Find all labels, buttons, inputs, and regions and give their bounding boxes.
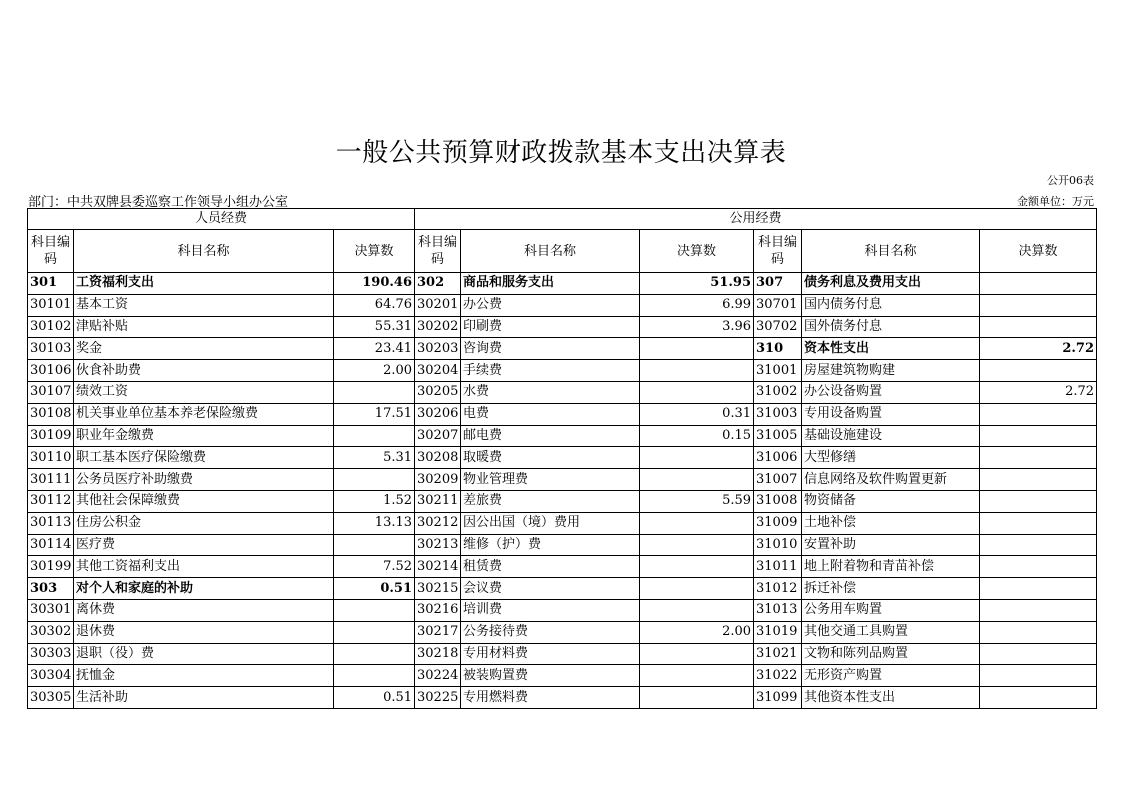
- name-cell: 抚恤金: [74, 665, 334, 687]
- code-cell: 30214: [415, 556, 461, 578]
- amount-unit-label: 金额单位：万元: [1017, 195, 1094, 208]
- name-cell: 住房公积金: [74, 512, 334, 534]
- code-cell: 30213: [415, 534, 461, 556]
- amount-cell: [640, 469, 754, 491]
- department-label: 部门：中共双牌县委巡察工作领导小组办公室: [28, 195, 289, 210]
- amount-cell: [640, 687, 754, 709]
- amount-cell: 51.95: [640, 273, 754, 295]
- amount-cell: [334, 621, 415, 643]
- name-cell: 伙食补助费: [74, 360, 334, 382]
- name-cell: 租赁费: [461, 556, 640, 578]
- form-number: 公开06表: [1047, 174, 1094, 187]
- header-amount: 决算数: [640, 230, 754, 273]
- code-cell: 31007: [754, 469, 802, 491]
- name-cell: 大型修缮: [802, 447, 980, 469]
- name-cell: 生活补助: [74, 687, 334, 709]
- name-cell: 专用设备购置: [802, 403, 980, 425]
- code-cell: 30216: [415, 599, 461, 621]
- amount-cell: [334, 643, 415, 665]
- name-cell: 工资福利支出: [74, 273, 334, 295]
- amount-cell: 2.72: [980, 381, 1097, 403]
- code-cell: 30101: [28, 294, 74, 316]
- name-cell: 资本性支出: [802, 338, 980, 360]
- code-cell: 307: [754, 273, 802, 295]
- header-code: 科目编码: [415, 230, 461, 273]
- name-cell: 办公设备购置: [802, 381, 980, 403]
- page-title: 一般公共预算财政拨款基本支出决算表: [335, 138, 787, 168]
- header-name: 科目名称: [461, 230, 640, 273]
- table-row: [28, 425, 1097, 447]
- name-cell: 因公出国（境）费用: [461, 512, 640, 534]
- amount-cell: [980, 273, 1097, 295]
- name-cell: 维修（护）费: [461, 534, 640, 556]
- amount-cell: [980, 512, 1097, 534]
- name-cell: 其他社会保障缴费: [74, 490, 334, 512]
- amount-cell: [640, 665, 754, 687]
- code-cell: 30112: [28, 490, 74, 512]
- amount-cell: [334, 381, 415, 403]
- amount-cell: 6.99: [640, 294, 754, 316]
- table-row: [28, 273, 1097, 295]
- code-cell: 303: [28, 578, 74, 600]
- code-cell: 30208: [415, 447, 461, 469]
- name-cell: 公务员医疗补助缴费: [74, 469, 334, 491]
- name-cell: 拆迁补偿: [802, 578, 980, 600]
- name-cell: 信息网络及软件购置更新: [802, 469, 980, 491]
- amount-cell: [980, 360, 1097, 382]
- code-cell: 30114: [28, 534, 74, 556]
- table-row: [28, 512, 1097, 534]
- code-cell: 31010: [754, 534, 802, 556]
- name-cell: 差旅费: [461, 490, 640, 512]
- name-cell: 专用材料费: [461, 643, 640, 665]
- code-cell: 30110: [28, 447, 74, 469]
- amount-cell: [980, 425, 1097, 447]
- code-cell: 31021: [754, 643, 802, 665]
- column-header-row: [28, 230, 1097, 273]
- name-cell: 办公费: [461, 294, 640, 316]
- code-cell: 31009: [754, 512, 802, 534]
- code-cell: 31003: [754, 403, 802, 425]
- name-cell: 物业管理费: [461, 469, 640, 491]
- amount-cell: [980, 534, 1097, 556]
- amount-cell: [334, 534, 415, 556]
- name-cell: 文物和陈列品购置: [802, 643, 980, 665]
- code-cell: 31001: [754, 360, 802, 382]
- code-cell: 31013: [754, 599, 802, 621]
- amount-cell: 3.96: [640, 316, 754, 338]
- code-cell: 30204: [415, 360, 461, 382]
- amount-cell: [980, 687, 1097, 709]
- name-cell: 取暖费: [461, 447, 640, 469]
- amount-cell: [640, 534, 754, 556]
- name-cell: 安置补助: [802, 534, 980, 556]
- table-row: [28, 578, 1097, 600]
- amount-cell: [640, 381, 754, 403]
- table-row: [28, 360, 1097, 382]
- code-cell: 30303: [28, 643, 74, 665]
- code-cell: 31099: [754, 687, 802, 709]
- code-cell: 301: [28, 273, 74, 295]
- table-row: [28, 403, 1097, 425]
- name-cell: 机关事业单位基本养老保险缴费: [74, 403, 334, 425]
- table-row: [28, 643, 1097, 665]
- code-cell: 30205: [415, 381, 461, 403]
- amount-cell: [640, 599, 754, 621]
- code-cell: 30103: [28, 338, 74, 360]
- header-name: 科目名称: [74, 230, 334, 273]
- amount-cell: 2.00: [640, 621, 754, 643]
- code-cell: 30211: [415, 490, 461, 512]
- name-cell: 退职（役）费: [74, 643, 334, 665]
- expenditure-table: [27, 208, 1097, 709]
- name-cell: 手续费: [461, 360, 640, 382]
- amount-cell: [980, 665, 1097, 687]
- code-cell: 30108: [28, 403, 74, 425]
- name-cell: 其他交通工具购置: [802, 621, 980, 643]
- amount-cell: 5.31: [334, 447, 415, 469]
- amount-cell: [334, 599, 415, 621]
- amount-cell: 2.72: [980, 338, 1097, 360]
- header-amount: 决算数: [980, 230, 1097, 273]
- amount-cell: 23.41: [334, 338, 415, 360]
- amount-cell: 13.13: [334, 512, 415, 534]
- code-cell: 31008: [754, 490, 802, 512]
- code-cell: 30107: [28, 381, 74, 403]
- name-cell: 债务利息及费用支出: [802, 273, 980, 295]
- code-cell: 30106: [28, 360, 74, 382]
- name-cell: 国内债务付息: [802, 294, 980, 316]
- name-cell: 邮电费: [461, 425, 640, 447]
- group-public: 公用经费: [415, 209, 1097, 230]
- group-header-row: [28, 209, 1097, 230]
- code-cell: 31006: [754, 447, 802, 469]
- name-cell: 商品和服务支出: [461, 273, 640, 295]
- amount-cell: 0.15: [640, 425, 754, 447]
- amount-cell: 190.46: [334, 273, 415, 295]
- amount-cell: [980, 556, 1097, 578]
- code-cell: 30206: [415, 403, 461, 425]
- group-personnel: 人员经费: [28, 209, 415, 230]
- code-cell: 30305: [28, 687, 74, 709]
- table-row: [28, 621, 1097, 643]
- amount-cell: [640, 512, 754, 534]
- amount-cell: [640, 643, 754, 665]
- amount-cell: [980, 578, 1097, 600]
- code-cell: 31022: [754, 665, 802, 687]
- amount-cell: 7.52: [334, 556, 415, 578]
- name-cell: 对个人和家庭的补助: [74, 578, 334, 600]
- code-cell: 30102: [28, 316, 74, 338]
- code-cell: 30202: [415, 316, 461, 338]
- header-code: 科目编码: [28, 230, 74, 273]
- code-cell: 30702: [754, 316, 802, 338]
- code-cell: 30113: [28, 512, 74, 534]
- code-cell: 31011: [754, 556, 802, 578]
- name-cell: 房屋建筑物购建: [802, 360, 980, 382]
- name-cell: 电费: [461, 403, 640, 425]
- name-cell: 会议费: [461, 578, 640, 600]
- header-amount: 决算数: [334, 230, 415, 273]
- code-cell: 30217: [415, 621, 461, 643]
- code-cell: 30215: [415, 578, 461, 600]
- name-cell: 职工基本医疗保险缴费: [74, 447, 334, 469]
- table-row: [28, 338, 1097, 360]
- code-cell: 30111: [28, 469, 74, 491]
- amount-cell: 0.31: [640, 403, 754, 425]
- name-cell: 物资储备: [802, 490, 980, 512]
- code-cell: 310: [754, 338, 802, 360]
- code-cell: 31019: [754, 621, 802, 643]
- code-cell: 30203: [415, 338, 461, 360]
- code-cell: 30701: [754, 294, 802, 316]
- table-row: [28, 490, 1097, 512]
- amount-cell: [980, 490, 1097, 512]
- amount-cell: [980, 316, 1097, 338]
- header-name: 科目名称: [802, 230, 980, 273]
- amount-cell: [980, 294, 1097, 316]
- name-cell: 离休费: [74, 599, 334, 621]
- amount-cell: 0.51: [334, 687, 415, 709]
- name-cell: 基本工资: [74, 294, 334, 316]
- amount-cell: [640, 578, 754, 600]
- code-cell: 30209: [415, 469, 461, 491]
- code-cell: 30302: [28, 621, 74, 643]
- code-cell: 31005: [754, 425, 802, 447]
- table-row: [28, 687, 1097, 709]
- table-row: [28, 381, 1097, 403]
- code-cell: 31012: [754, 578, 802, 600]
- amount-cell: [640, 338, 754, 360]
- header-code: 科目编码: [754, 230, 802, 273]
- code-cell: 30212: [415, 512, 461, 534]
- amount-cell: [980, 447, 1097, 469]
- name-cell: 被装购置费: [461, 665, 640, 687]
- name-cell: 基础设施建设: [802, 425, 980, 447]
- amount-cell: [640, 360, 754, 382]
- name-cell: 专用燃料费: [461, 687, 640, 709]
- amount-cell: 1.52: [334, 490, 415, 512]
- name-cell: 奖金: [74, 338, 334, 360]
- name-cell: 职业年金缴费: [74, 425, 334, 447]
- code-cell: 302: [415, 273, 461, 295]
- code-cell: 30207: [415, 425, 461, 447]
- amount-cell: [980, 599, 1097, 621]
- name-cell: 地上附着物和青苗补偿: [802, 556, 980, 578]
- amount-cell: [334, 469, 415, 491]
- table-row: [28, 599, 1097, 621]
- table-row: [28, 556, 1097, 578]
- code-cell: 31002: [754, 381, 802, 403]
- name-cell: 无形资产购置: [802, 665, 980, 687]
- amount-cell: [334, 425, 415, 447]
- amount-cell: 64.76: [334, 294, 415, 316]
- code-cell: 30218: [415, 643, 461, 665]
- name-cell: 其他资本性支出: [802, 687, 980, 709]
- amount-cell: [980, 621, 1097, 643]
- amount-cell: [640, 556, 754, 578]
- amount-cell: [640, 447, 754, 469]
- table-row: [28, 469, 1097, 491]
- name-cell: 津贴补贴: [74, 316, 334, 338]
- code-cell: 30109: [28, 425, 74, 447]
- amount-cell: [980, 469, 1097, 491]
- name-cell: 其他工资福利支出: [74, 556, 334, 578]
- amount-cell: [980, 643, 1097, 665]
- name-cell: 国外债务付息: [802, 316, 980, 338]
- name-cell: 印刷费: [461, 316, 640, 338]
- table-row: [28, 447, 1097, 469]
- amount-cell: 55.31: [334, 316, 415, 338]
- code-cell: 30304: [28, 665, 74, 687]
- code-cell: 30201: [415, 294, 461, 316]
- amount-cell: 5.59: [640, 490, 754, 512]
- code-cell: 30301: [28, 599, 74, 621]
- amount-cell: [980, 403, 1097, 425]
- amount-cell: [334, 665, 415, 687]
- table-row: [28, 316, 1097, 338]
- table-row: [28, 534, 1097, 556]
- name-cell: 医疗费: [74, 534, 334, 556]
- name-cell: 退休费: [74, 621, 334, 643]
- table-row: [28, 294, 1097, 316]
- name-cell: 公务用车购置: [802, 599, 980, 621]
- name-cell: 培训费: [461, 599, 640, 621]
- code-cell: 30225: [415, 687, 461, 709]
- amount-cell: 2.00: [334, 360, 415, 382]
- table-row: [28, 665, 1097, 687]
- name-cell: 咨询费: [461, 338, 640, 360]
- name-cell: 绩效工资: [74, 381, 334, 403]
- name-cell: 土地补偿: [802, 512, 980, 534]
- name-cell: 水费: [461, 381, 640, 403]
- amount-cell: 17.51: [334, 403, 415, 425]
- code-cell: 30199: [28, 556, 74, 578]
- name-cell: 公务接待费: [461, 621, 640, 643]
- code-cell: 30224: [415, 665, 461, 687]
- amount-cell: 0.51: [334, 578, 415, 600]
